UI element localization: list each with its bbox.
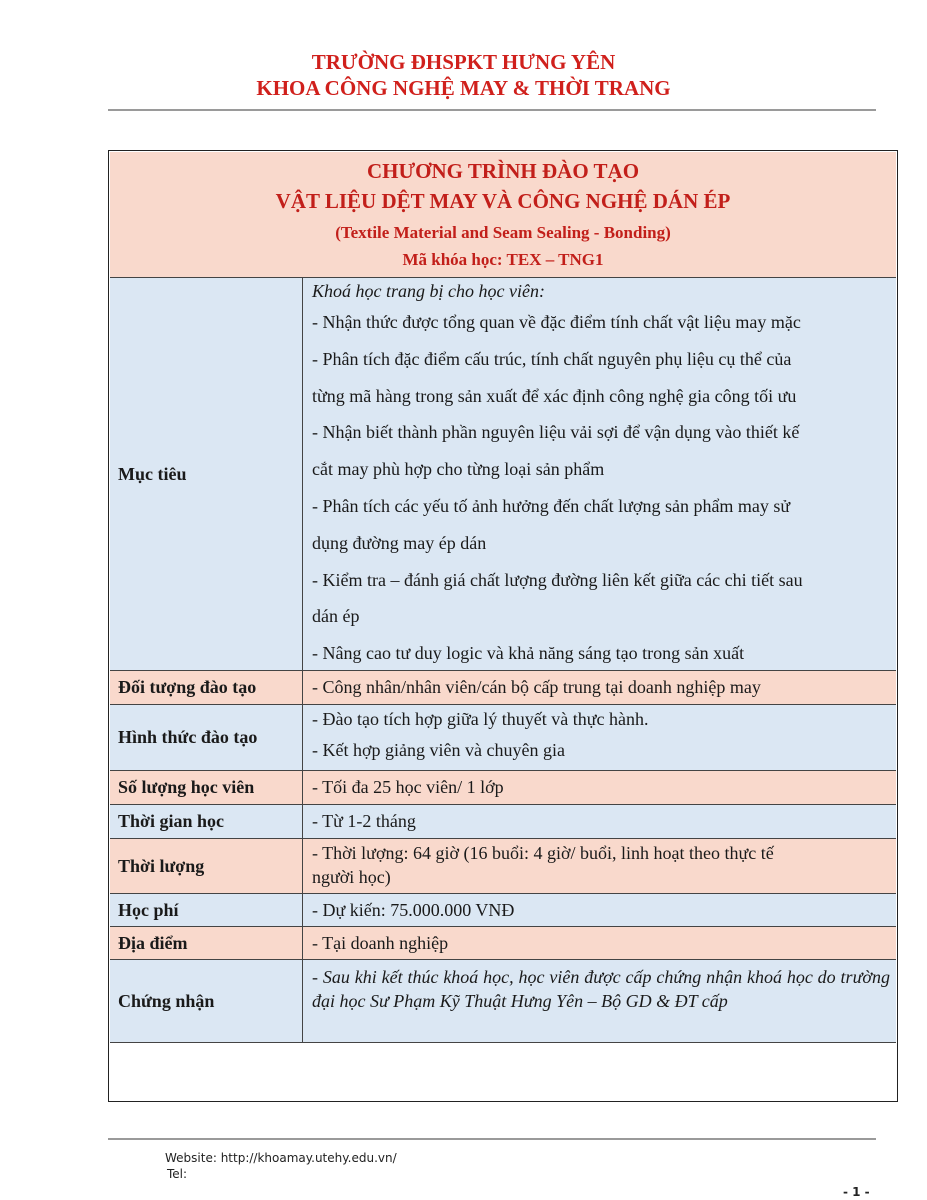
objective-line: - Nâng cao tư duy logic và khả năng sáng tạo trong sản xuất bbox=[312, 643, 745, 664]
format-line: - Đào tạo tích hợp giữa lý thuyết và thực hành. bbox=[312, 709, 649, 729]
objective-line: - Nhận biết thành phần nguyên liệu vải sợi để vận dụng vào thiết kế bbox=[312, 422, 800, 443]
objective-line: - Phân tích các yếu tố ảnh hưởng đến chất lượng sản phẩm may sử bbox=[312, 495, 791, 516]
row-study-period bbox=[110, 805, 896, 839]
class-size-value: - Tối đa 25 học viên/ 1 lớp bbox=[312, 777, 504, 797]
row-class-size bbox=[110, 771, 896, 805]
row-label: Mục tiêu bbox=[110, 278, 303, 670]
row-label: Thời gian học bbox=[110, 805, 303, 838]
target-learners-value: - Công nhân/nhân viên/cán bộ cấp trung tại doanh nghiệp may bbox=[312, 677, 761, 697]
location-value: - Tại doanh nghiệp bbox=[312, 932, 449, 953]
row-value bbox=[303, 805, 896, 838]
objective-line: từng mã hàng trong sản xuất để xác định công nghệ gia công tối ưu bbox=[312, 385, 797, 406]
row-label: Hình thức đào tạo bbox=[110, 705, 303, 770]
row-target-learners bbox=[110, 671, 896, 705]
row-location bbox=[110, 927, 896, 960]
row-value bbox=[303, 705, 896, 770]
course-code: Mã khóa học: TEX – TNG1 bbox=[402, 250, 604, 269]
objective-line: dụng đường may ép dán bbox=[312, 532, 487, 553]
tuition-value: - Dự kiến: 75.000.000 VNĐ bbox=[312, 899, 515, 920]
school-name: TRƯỜNG ĐHSPKT HƯNG YÊN bbox=[311, 50, 616, 74]
row-label: Chứng nhận bbox=[110, 960, 303, 1042]
page-number: - 1 - bbox=[843, 1185, 870, 1199]
footer-website[interactable]: Website: http://khoamay.utehy.edu.vn/ bbox=[165, 1151, 397, 1165]
row-label: Đối tượng đào tạo bbox=[110, 671, 303, 704]
row-training-format bbox=[110, 705, 896, 771]
row-label: Địa điểm bbox=[110, 927, 303, 959]
study-period-value: - Từ 1-2 tháng bbox=[312, 811, 416, 831]
objective-line: dán ép bbox=[312, 606, 360, 627]
faculty-name: KHOA CÔNG NGHỆ MAY & THỜI TRANG bbox=[256, 76, 671, 100]
program-name: VẬT LIỆU DỆT MAY VÀ CÔNG NGHỆ DÁN ÉP bbox=[275, 189, 731, 213]
objective-line: - Phân tích đặc điểm cấu trúc, tính chất nguyên phụ liệu cụ thể của bbox=[312, 348, 792, 369]
certification-value: - Sau khi kết thúc khoá học, học viên được cấp chứng nhận khoá học do trường đại học Sư Phạm Kỹ Thuật Hưng Yên – Bộ GD & ĐT cấp bbox=[312, 967, 890, 1011]
footer-divider bbox=[108, 1138, 876, 1140]
header-divider bbox=[108, 109, 876, 111]
row-value bbox=[303, 927, 896, 959]
objective-line: cắt may phù hợp cho từng loại sản phẩm bbox=[312, 459, 605, 480]
row-value bbox=[303, 771, 896, 804]
row-value bbox=[303, 839, 896, 893]
row-tuition bbox=[110, 894, 896, 927]
row-certification bbox=[110, 960, 896, 1043]
program-english-name: (Textile Material and Seam Sealing - Bonding) bbox=[335, 223, 671, 242]
objectives-intro: Khoá học trang bị cho học viên: bbox=[312, 281, 545, 301]
program-title-block bbox=[110, 152, 896, 278]
format-line: - Kết hợp giảng viên và chuyên gia bbox=[312, 740, 565, 760]
row-value bbox=[303, 671, 896, 704]
row-label: Số lượng học viên bbox=[110, 771, 303, 804]
row-label: Học phí bbox=[110, 894, 303, 926]
row-duration bbox=[110, 839, 896, 894]
objective-line: - Kiểm tra – đánh giá chất lượng đường liên kết giữa các chi tiết sau bbox=[312, 569, 803, 590]
row-label: Thời lượng bbox=[110, 839, 303, 893]
row-objectives bbox=[110, 278, 896, 671]
duration-line: - Thời lượng: 64 giờ (16 buổi: 4 giờ/ buổi, linh hoạt theo thực tế bbox=[312, 843, 774, 863]
footer-tel: Tel: bbox=[167, 1167, 188, 1181]
objectives-content bbox=[303, 278, 896, 670]
row-value bbox=[303, 894, 896, 926]
duration-line: người học) bbox=[312, 867, 391, 887]
program-heading: CHƯƠNG TRÌNH ĐÀO TẠO bbox=[366, 159, 640, 183]
objective-line: - Nhận thức được tổng quan về đặc điểm tính chất vật liệu may mặc bbox=[312, 312, 801, 332]
